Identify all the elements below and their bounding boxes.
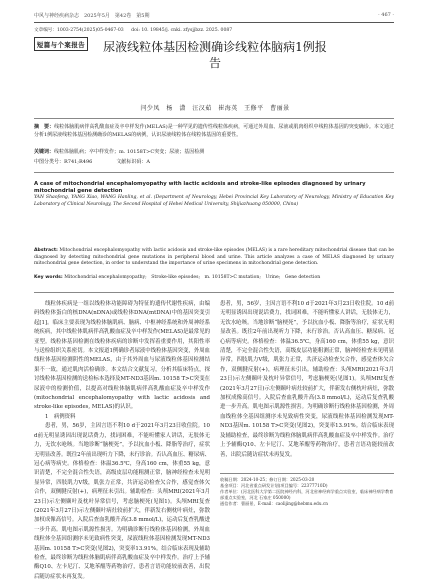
- author: 杨 潇: [166, 105, 186, 112]
- keywords-zh-text: 线粒体脑肌病；卒中样发作；m. 10158T>C突变；尿液；基因检测: [54, 149, 205, 155]
- article-title: 尿液线粒体基因检测确诊线粒体脑病1例报告: [103, 40, 327, 70]
- abstract-zh: [34, 124, 394, 139]
- author: 闫少凤: [140, 105, 160, 112]
- abstract-en-label: Abstract:: [34, 248, 58, 253]
- author: 汪汉茹: [192, 105, 212, 112]
- running-header: [34, 12, 394, 22]
- author: 曹丽景: [270, 105, 290, 112]
- funding: 基金项目：河北省重点研发计划(项目编号：22377710D): [220, 483, 328, 488]
- author-list: [60, 103, 370, 112]
- abstract-zh-label: 摘 要：: [34, 124, 55, 130]
- footnote-divider: [220, 473, 394, 474]
- title-en: A case of mitochondrial encephalomyopathy with lactic acidosis and stroke-like episodes diagnosed by urinary mitochondrial gene detection: [34, 181, 366, 194]
- section-heading-case: 1 病例资料: [45, 413, 76, 420]
- author: 王修平: [244, 105, 264, 112]
- document-code: 文献标识码：A: [116, 159, 150, 165]
- affiliation: 作者单位：(河北医科大学第二医院神经内科，河北省神经病学重点实验室，临床神经病学教育部重点实验室，河北 石家庄 050000): [220, 489, 394, 500]
- keywords-zh-label: 关键词：: [34, 149, 55, 155]
- column-badge: 短篇与个案报告: [34, 37, 88, 51]
- header-divider: [34, 22, 394, 23]
- doi: doi: 10. 19845/j. cnki. zfysjjbzz. 2025. 0087: [131, 28, 233, 33]
- author: 崔海英: [218, 105, 238, 112]
- body-column-right: [220, 300, 394, 468]
- clc-number: 中图分类号：R741;R496: [34, 159, 93, 165]
- journal-info: 中风与神经疾病杂志 2025年5月 第42卷 第5期: [34, 13, 150, 19]
- keywords-en-text: Mitochondrial encephalomyopathy; Stroke-like episodes; m. 10158T>C mutation; Urine; Gene detection: [64, 275, 321, 280]
- abstract-divider-middle: [34, 172, 394, 173]
- received-date: 收稿日期：2024-10-25；修订日期：2025-03-20: [220, 477, 315, 482]
- doc-code: 文章编号：1003-2754(2025)05-0467-03: [34, 28, 124, 33]
- case-paragraph: 患者，男，56岁，主因言语不利10 d于2021年3月23日收住院。10 d前无明显诱因出现说话费力，找词困难，不能听懂家人讲话，无肢体无力，无饮水呛咳。当地诊断“脑梗死”，予以抗血小板、降脂等治疗，症状无明显改善。既往2年前出现听力下降，未行诊治。否认高血压、糖尿病、冠心病等病史。体格检查：体温36.5℃，身高160 cm，体重55 kg，意识清楚，不完全混合性失语，高级皮层功能粗测正常，脑神经检查未见明显异常，四肢肌力V级，肌张力正常，共济运动检查欠合作，感觉查体欠合作，双侧腱反射(+)，病理征未引出。辅助检查：头颅MRI(2021年3月23日)示左侧颞叶及枕叶异常信号，考虑脑梗死(见图1)。头颅MRI复查(2021年3月27日)示左侧颞叶病灶较前扩大，伴新发右侧枕叶病灶，弥散加权成像高信号。入院后查血乳酸升高(3.8 mmol/L)，运动后复查乳酸进一步升高。肌电图示肌源性损害。为明确诊断行线粒体基因检测，外周血线粒体全基因组测序未见致病性突变，尿液线粒体基因检测发现MT-ND3基因m. 10158 T>C突变(见图2)，突变率13.91%。结合临床表现及辅助检查，最终诊断为线粒体脑肌病伴高乳酸血症及卒中样发作。治疗上予辅酶Q10、左卡尼汀、艾地苯醌等药物治疗，患者言语功能较前改善，出院后随访症状未再复发。: [34, 423, 210, 580]
- intro-paragraph: 线粒体疾病是一组以线粒体功能障碍为特征的遗传代谢性疾病，由编码线粒体蛋白的核DNA(nDNA)或线粒体DNA(mtDNA)中的基因突变引起[1]。临床主要表现为线粒体脑肌病、脑病、中枢神经系统和外周神经系统疾病，其中线粒体肌病伴高乳酸血症及卒中样发作(MELAS)是最常见的亚型。线粒体基因检测在线粒体疾病的诊断中发挥着重要作用，其阳性率与送检组织关系密切。本文报道1例确诊者尿液中线粒体基因突变，外周血线粒体基因检测阴性的MELAS，由于其外周血与尿液线粒体基因检测结果不一致，通过肌肉活检确诊。本文结合文献复习，分析其临床特点，探讨线粒体基因检测的送检标本选择及MT-ND3基因m. 10158 T>C突变在尿液中的检测价值，以提高对线粒体脑肌病伴高乳酸血症及卒中样发作(mitochondrial encephalomyopathy with lactic acidosis and stroke-like episodes, MELAS)的认识。: [34, 301, 210, 411]
- corresponding-author: 通信作者：曹丽景，E-mail：caolijing@hebmu.edu.cn: [220, 501, 328, 506]
- abstract-divider-bottom: [34, 292, 394, 293]
- keywords-en: [34, 275, 394, 282]
- abstract-en: [34, 248, 394, 268]
- body-column-left: [34, 300, 210, 580]
- page-number: · 467 ·: [378, 12, 394, 18]
- article-meta: [34, 28, 394, 34]
- abstract-zh-text: 线粒体脑肌病伴高乳酸血症及卒中样发作(MELAS)是一种罕见的遗传性线粒体疾病，可通过外周血、尿液或肌肉组织中线粒体基因的突变确诊。本文通过分析1例尿液线粒体基因检测确诊的MELAS的病例，认识尿液线粒体在线粒体基因的重要性。: [34, 124, 394, 138]
- footnotes: [220, 477, 394, 507]
- keywords-en-label: Key words:: [34, 275, 63, 280]
- keywords-zh: [34, 148, 394, 155]
- case-paragraph-continued: 患者，男，56岁，主因言语不利10 d于2021年3月23日收住院。10 d前无明显诱因出现说话费力，找词困难，不能听懂家人讲话，无肢体无力，无饮水呛咳。当地诊断“脑梗死”，予以抗血小板、降脂等治疗，症状无明显改善。既往2年前出现听力下降，未行诊治。否认高血压、糖尿病、冠心病等病史。体格检查：体温36.5℃，身高160 cm，体重55 kg，意识清楚，不完全混合性失语，高级皮层功能粗测正常，脑神经检查未见明显异常，四肢肌力V级，肌张力正常，共济运动检查欠合作，感觉查体欠合作，双侧腱反射(+)，病理征未引出。辅助检查：头颅MRI(2021年3月23日)示左侧颞叶及枕叶异常信号，考虑脑梗死(见图1)。头颅MRI复查(2021年3月27日)示左侧颞叶病灶较前扩大，伴新发右侧枕叶病灶，弥散加权成像高信号。入院后查血乳酸升高(3.8 mmol/L)，运动后复查乳酸进一步升高。肌电图示肌源性损害。为明确诊断行线粒体基因检测，外周血线粒体全基因组测序未见致病性突变，尿液线粒体基因检测发现MT-ND3基因m. 10158 T>C突变(见图2)，突变率13.91%。结合临床表现及辅助检查，最终诊断为线粒体脑肌病伴高乳酸血症及卒中样发作。治疗上予辅酶Q10、左卡尼汀、艾地苯醌等药物治疗，患者言语功能较前改善，出院后随访症状未再复发。: [220, 301, 394, 458]
- abstract-divider-top: [34, 118, 394, 119]
- abstract-en-text: Mitochondrial encephalomyopathy with lactic acidosis and stroke-like episodes (MELAS) is a rare hereditary mitochondrial disease that can be diagnosed by detecting mitochondrial gene mutations in peripheral blood and urine. This article analyzes a case of MELAS diagnosed by urinary mitochondrial gene detection, in order to understand the importance of urine specimens in mitochondrial gene detection.: [34, 248, 394, 267]
- authors-en: YAN Shaofeng, YANG Xiao, WANG Hanling, et al. (Department of Neurology, Hebei Provincial Key Laboratory of Neurology, Ministry of Education Key Laboratory of Clinical Neurology, The Second Hospital of Hebei Medical University, Shijiazhuang 050000, China): [34, 195, 394, 207]
- classification-line: [34, 158, 394, 165]
